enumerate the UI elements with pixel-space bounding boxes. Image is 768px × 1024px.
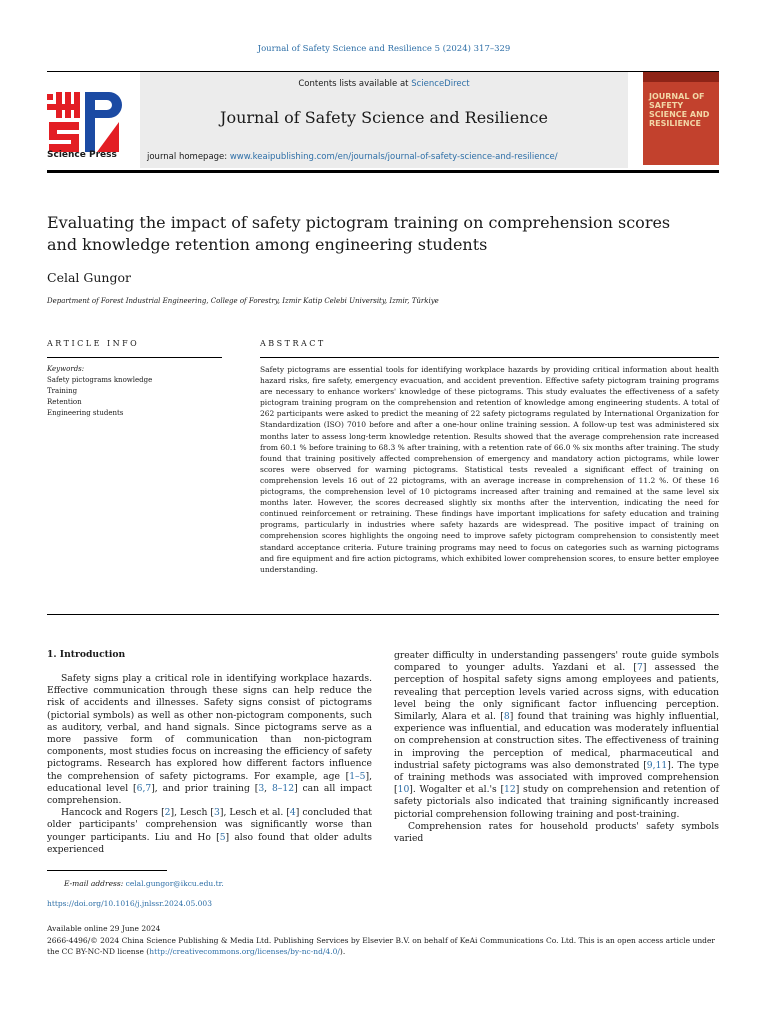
reference-link[interactable]: 3 (258, 782, 265, 794)
article-info-heading: ARTICLE INFO (47, 339, 140, 348)
right-column (394, 650, 719, 845)
author-name[interactable]: Celal Gungor (47, 270, 131, 285)
divider (47, 870, 167, 871)
homepage-link[interactable]: www.keaipublishing.com/en/journals/journal-of-safety-science-and-resilience/ (229, 152, 558, 162)
section-heading-introduction: 1. Introduction (47, 649, 126, 660)
reference-link[interactable]: 5 (219, 831, 226, 843)
author-affiliation: Department of Forest Industrial Engineering, College of Forestry, Izmir Katip Celebi University, Izmir, Türkiye (47, 297, 439, 305)
reference-link[interactable]: 4 (289, 807, 296, 819)
left-column (47, 673, 372, 856)
keywords-label: Keywords: (47, 365, 85, 373)
reference-link[interactable]: 9,11 (646, 759, 668, 771)
reference-link[interactable]: 3 (214, 807, 220, 819)
reference-link[interactable]: 8–12 (271, 782, 295, 794)
publisher-label: Science Press (47, 150, 117, 160)
abstract-heading: ABSTRACT (260, 339, 326, 348)
divider (47, 357, 222, 358)
abstract-text: Safety pictograms are essential tools for identifying workplace hazards by providing critical information about health hazard risks, fire safety, emergency evacuation, and accident prevention. Effective safety pictogram training programs are necessary to enhance workers' knowledge of these pictograms. This study evaluates the effectiveness of a safety pictogram training program on the comprehension and retention of knowledge among engineering students. A total of 262 participants were asked to predict the meaning of 22 safety pictograms regulated by International Organization for Standardization (ISO) 7010 before and after a one-hour online training session. A follow-up test was administered six months later to assess long-term knowledge retention. Results showed that the average comprehension rate increased from 60.1 % before training to 68.3 % after training, with a retention rate of 66.0 % six months after training. The study found that training positively affected comprehension of emergency and mandatory action pictograms, while lower scores were observed for warning pictograms. Statistical tests revealed a significant effect of training on comprehension levels 16 out of 22 pictograms, with an average increase in comprehension of 11.2 %. Of these 16 pictograms, the comprehension level of 10 pictograms increased after training and remained at the same level six months later. However, the scores decreased slightly six months after the intervention, indicating the need for continued reinforcement or retraining. These findings have important implications for safety education and training programs, particularly in industries where safety hazards are widespread. The positive impact of training on comprehension scores highlights the ongoing need to improve safety pictogram comprehension to consistently meet standard acceptance criteria. Future training programs may need to focus on categories such as warning pictograms and fire equipment and fire action pictograms, which exhibited lower comprehension scores, to ensure better employee understanding. (260, 365, 719, 574)
reference-link[interactable]: 1–5 (349, 770, 366, 782)
journal-citation[interactable]: Journal of Safety Science and Resilience 5 (2024) 317–329 (257, 44, 511, 54)
author-email: E-mail address: celal.gungor@ikcu.edu.tr. (64, 879, 224, 888)
reference-link[interactable]: 10 (397, 784, 410, 796)
contents-line: Contents lists available at ScienceDirect (298, 79, 470, 89)
reference-link[interactable]: 8 (503, 711, 510, 723)
cover-band (643, 72, 719, 82)
keyword-item: Safety pictograms knowledge (47, 376, 153, 384)
email-link[interactable]: celal.gungor@ikcu.edu.tr. (125, 879, 224, 888)
paragraph: Comprehension rates for household products' safety symbols varied (394, 820, 719, 845)
divider (47, 170, 719, 173)
reference-link[interactable]: 12 (504, 784, 516, 796)
article-title: Evaluating the impact of safety pictogram training on comprehension scores and knowledge retention among engineering students (47, 213, 671, 254)
divider (47, 614, 719, 615)
keyword-item: Training (47, 387, 78, 395)
paragraph: greater difficulty in understanding passengers' route guide symbols compared to younger adults. Yazdani et al. [7] assessed the perception of hospital safety signs among employees and patients, revealing that perception levels varied across signs, with education level being the only significant factor influencing perception. Similarly, Alara et al. [8] found that training was highly influential, experience was influential, and education was moderately influential on comprehension at construction sites. The effectiveness of training in improving the perception of medical, pharmaceutical and industrial safety pictograms was also demonstrated [9,11]. The type of training methods was associated with improved comprehension [10]. Wogalter et al.'s [12] study on comprehension and retention of safety pictorials also indicated that training significantly increased pictorial comprehension following training and post-training. (394, 650, 719, 820)
keyword-item: Retention (47, 398, 82, 406)
journal-title: Journal of Safety Science and Resilience (220, 108, 548, 127)
reference-link[interactable]: 7 (636, 662, 643, 674)
license-link[interactable]: http://creativecommons.org/licenses/by-nc-nd/4.0/ (149, 947, 340, 956)
keyword-item: Engineering students (47, 409, 124, 417)
doi-link[interactable]: https://doi.org/10.1016/j.jnlssr.2024.05.003 (47, 899, 212, 908)
reference-link[interactable]: 6,7 (136, 782, 152, 794)
paragraph: Safety signs play a critical role in identifying workplace hazards. Effective communication through these signs can help reduce the risk of accidents and illnesses. Safety signs consist of pictograms (pictorial symbols) as well as other non-pictogram components, such as auditory, verbal, and hand signals. Since pictograms serve as a more passive form of communication than non-pictogram components, most studies focus on increasing the efficiency of safety pictograms. Research has explored how different factors influence the comprehension of safety pictograms. For example, age [1–5], educational level [6,7], and prior training [3, 8–12] can all impact comprehension. (47, 673, 372, 807)
journal-cover-image[interactable] (643, 72, 719, 165)
sciencedirect-link[interactable]: ScienceDirect (411, 79, 470, 89)
keywords-block (47, 364, 152, 419)
reference-link[interactable]: 2 (164, 807, 171, 819)
available-online-date: Available online 29 June 2024 (47, 924, 161, 933)
divider (260, 357, 719, 358)
journal-homepage: journal homepage: www.keaipublishing.com/en/journals/journal-of-safety-science-and-resilience/ (147, 152, 558, 162)
paragraph: Hancock and Rogers [2], Lesch [3], Lesch et al. [4] concluded that older participants' comprehension was significantly worse than younger participants. Liu and Ho [5] also found that older adults experienced (47, 807, 373, 855)
copyright-notice: 2666-4496/© 2024 China Science Publishing & Media Ltd. Publishing Services by Elsevier B.V. on behalf of KeAi Communications Co. Ltd. This is an open access article under the CC BY-NC-ND license (http://creativecommons.org/licenses/by-nc-nd/4.0/). (47, 936, 715, 956)
divider (47, 71, 719, 72)
cover-title: JOURNAL OF SAFETY SCIENCE AND RESILIENCE (649, 92, 710, 128)
